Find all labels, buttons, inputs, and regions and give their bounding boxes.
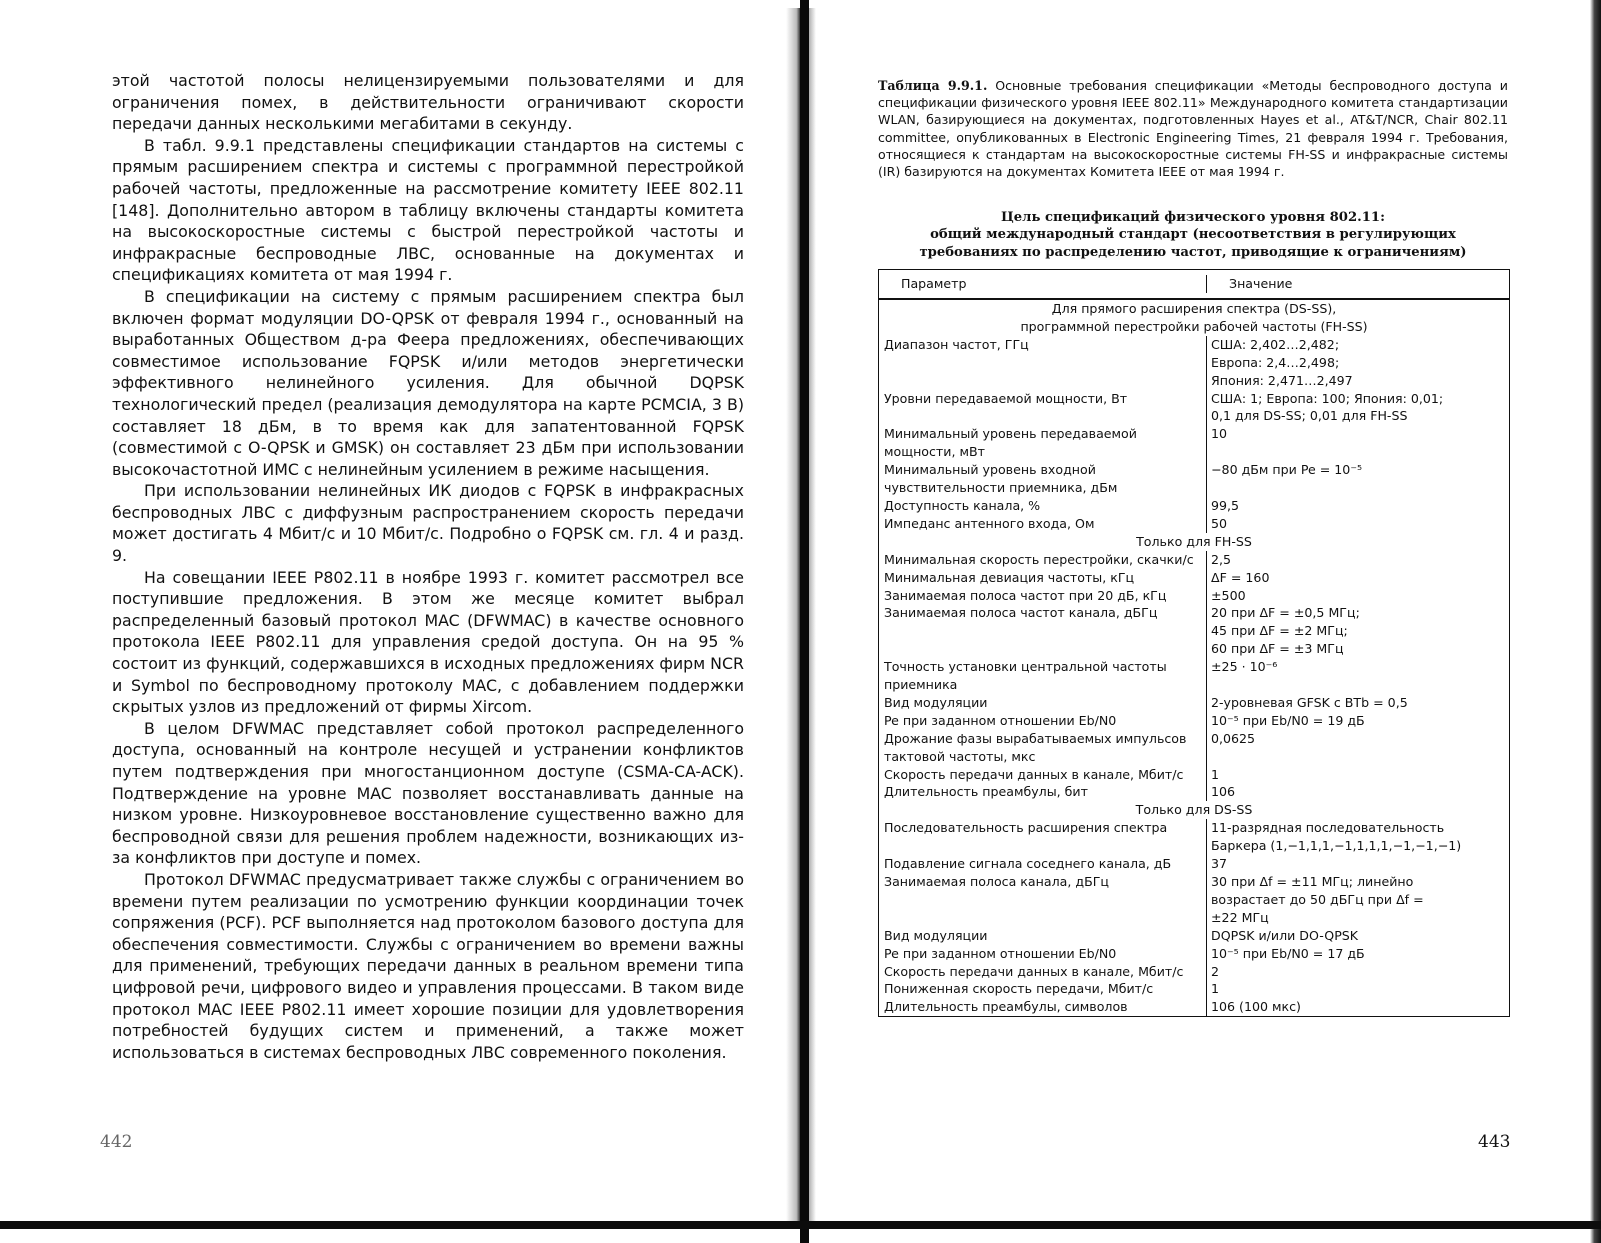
value-cell <box>1207 497 1509 515</box>
section-heading-line: программной перестройки рабочей частоты (FH-SS) <box>1020 318 1368 334</box>
param-cell: Дрожание фазы вырабатываемых импульсов тактовой частоты, мкс <box>879 730 1207 766</box>
paragraph: этой частотой полосы нелицензируемыми пользователями и для ограничения помех, в действительности ограничивают скорости передачи данных несколькими мегабитами в секунду. <box>112 71 744 134</box>
value-line: 2-уровневая GFSK с BTb = 0,5 <box>1211 694 1408 710</box>
value-line: 45 при ΔF = ±2 МГц; <box>1211 623 1348 639</box>
value-line: 10 <box>1211 426 1228 442</box>
paragraph: В спецификации на систему с прямым расширением спектра был включен формат модуляции DO-QPSK от февраля 1994 г., основанный на выработанных Обществом д-ра Феера предложениях, обеспечивающих совместимое использование FQPSK и/или методов энергетически эффективного нелинейного усиления. Для обычной DQPSK технологический предел (реализация демодулятора на карте PCMCIA, 3 В) составляет 18 дБм, в то время как для запатентованной FQPSK (совместимой с O-QPSK и GMSK) он составляет 23 дБм при использовании высокочастотной ИМС с нелинейным усилением в режиме насыщения. <box>112 286 744 479</box>
value-line: 106 <box>1211 784 1236 800</box>
value-cell <box>1207 998 1509 1016</box>
paragraph: На совещании IEEE P802.11 в ноябре 1993 г. комитет рассмотрел все поступившие предложения. В этом же месяце комитет выбрал распределенный базовый протокол MAC (DFWMAC) в качестве основного протокола IEEE P802.11 для управления средой доступа. Он на 95 % состоит из функций, содержавшихся в исходных предложениях фирм NCR и Symbol по беспроводному протоколу MAC, с добавлением поддержки скрытых узлов из предложений от фирмы Xircom. <box>112 567 744 717</box>
param-cell: Скорость передачи данных в канале, Мбит/с <box>879 766 1207 784</box>
value-cell <box>1207 694 1509 712</box>
page-number-right: 443 <box>1478 1132 1511 1152</box>
table-body <box>879 300 1509 1016</box>
param-cell: Минимальный уровень входной чувствительности приемника, дБм <box>879 461 1207 497</box>
value-cell <box>1207 945 1509 963</box>
value-line: США: 2,402…2,482; <box>1211 336 1340 352</box>
value-cell <box>1207 712 1509 730</box>
value-line: 2 <box>1211 963 1220 979</box>
table-row <box>879 587 1509 605</box>
table-row <box>879 963 1509 981</box>
value-cell <box>1207 461 1509 497</box>
table-caption-head: Таблица 9.9.1. <box>878 78 988 93</box>
table-row <box>879 569 1509 587</box>
value-cell <box>1207 336 1509 390</box>
value-cell <box>1207 658 1509 694</box>
param-cell: Занимаемая полоса частот при 20 дБ, кГц <box>879 587 1207 605</box>
param-cell: Диапазон частот, ГГц <box>879 336 1207 390</box>
value-line: 1 <box>1211 766 1220 782</box>
table-row <box>879 551 1509 569</box>
param-cell: Доступность канала, % <box>879 497 1207 515</box>
table-row <box>879 604 1509 658</box>
table-title-line: общий международный стандарт (несоответствия в регулирующих <box>930 227 1456 243</box>
value-line: 0,0625 <box>1211 730 1256 746</box>
value-line: ±22 МГц <box>1211 909 1269 925</box>
param-cell: Скорость передачи данных в канале, Мбит/с <box>879 963 1207 981</box>
param-cell: Pe при заданном отношении Eb/N0 <box>879 712 1207 730</box>
table-row <box>879 855 1509 873</box>
param-cell: Минимальный уровень передаваемой мощности, мВт <box>879 425 1207 461</box>
value-line: 99,5 <box>1211 497 1240 513</box>
table-row <box>879 766 1509 784</box>
value-cell <box>1207 783 1509 801</box>
value-line: ±500 <box>1211 587 1246 603</box>
table-row <box>879 927 1509 945</box>
table-row <box>879 998 1509 1016</box>
param-cell: Длительность преамбулы, бит <box>879 783 1207 801</box>
table-title-line: Цель спецификаций физического уровня 802.11: <box>1001 210 1385 225</box>
value-cell <box>1207 855 1509 873</box>
param-cell: Занимаемая полоса канала, дБГц <box>879 873 1207 927</box>
param-cell: Последовательность расширения спектра <box>879 819 1207 855</box>
left-page-body <box>112 70 744 1063</box>
param-cell: Уровни передаваемой мощности, Вт <box>879 390 1207 426</box>
value-line: ΔF = 160 <box>1211 569 1270 585</box>
table-row <box>879 980 1509 998</box>
paragraph: В целом DFWMAC представляет собой протокол распределенного доступа, основанный на контроле несущей и устранении конфликтов путем подтверждения при многостанционном доступе (CSMA-CA-ACK). Подтверждение на уровне MAC позволяет восстанавливать данные на низком уровне. Низкоуровневое восстановление существенно важно для беспроводной связи для решения проблем надежности, возникающих из-за конфликтов при доступе и помех. <box>112 718 744 868</box>
table-caption-body: Основные требования спецификации «Методы беспроводного доступа и спецификации физического уровня IEEE 802.11» Международного комитета стандартизации WLAN, базирующиеся на документах, подготовленных Hayes et al., AT&T/NCR, Chair 802.11 committee, опубликованных в Electronic Engineering Times, 21 февраля 1994 г. Требования, относящиеся к стандартам на высокоскоростные системы FH-SS и инфракрасные системы (IR) базируются на документах Комитета IEEE от мая 1994 г. <box>878 78 1508 180</box>
table-title <box>878 209 1508 261</box>
value-cell <box>1207 515 1509 533</box>
paragraph: При использовании нелинейных ИК диодов с FQPSK в инфракрасных беспроводных ЛВС с диффузным распространением скорость передачи может достигать 4 Мбит/с и 10 Мбит/с. Подробно о FQPSK см. гл. 4 и разд. 9. <box>112 481 744 566</box>
value-cell <box>1207 927 1509 945</box>
value-line: Баркера (1,−1,1,1,−1,1,1,1,−1,−1,−1) <box>1211 838 1462 854</box>
value-cell <box>1207 390 1509 426</box>
table-caption <box>878 77 1508 180</box>
value-line: 1 <box>1211 981 1220 997</box>
value-cell <box>1207 551 1509 569</box>
value-line: 106 (100 мкс) <box>1211 999 1301 1015</box>
table-row <box>879 694 1509 712</box>
left-page <box>0 0 800 1243</box>
section-heading-line: Только для DS-SS <box>1135 802 1253 818</box>
param-cell: Точность установки центральной частоты приемника <box>879 658 1207 694</box>
value-cell <box>1207 980 1509 998</box>
value-cell <box>1207 569 1509 587</box>
param-cell: Pe при заданном отношении Eb/N0 <box>879 945 1207 963</box>
column-header-value: Значение <box>1229 276 1293 292</box>
column-header-param: Параметр <box>879 275 1207 293</box>
value-line: 10⁻⁵ при Eb/N0 = 17 дБ <box>1211 945 1365 961</box>
table-row <box>879 819 1509 855</box>
table-row <box>879 945 1509 963</box>
value-line: 50 <box>1211 515 1228 531</box>
param-cell: Вид модуляции <box>879 927 1207 945</box>
value-cell <box>1207 587 1509 605</box>
param-cell: Пониженная скорость передачи, Мбит/с <box>879 980 1207 998</box>
value-cell <box>1207 873 1509 927</box>
param-cell: Вид модуляции <box>879 694 1207 712</box>
paragraph: Протокол DFWMAC предусматривает также службы с ограничением во времени путем реализации по усмотрению функции координации точек сопряжения (PCF). PCF выполняется над протоколом базового доступа для обеспечения совместимости. Службы с ограничением во времени важны для применений, требующих передачи данных в реальном времени типа цифровой речи, цифрового видео и управления процессами. В таком виде протокол MAC IEEE P802.11 имеет хорошие позиции для удовлетворения потребностей будущих систем и применений, а также может использоваться в системах беспроводных ЛВС современного поколения. <box>112 869 744 1062</box>
table-row <box>879 658 1509 694</box>
value-line: 20 при ΔF = ±0,5 МГц; <box>1211 605 1360 621</box>
param-cell: Занимаемая полоса частот канала, дБГц <box>879 604 1207 658</box>
paragraph: В табл. 9.9.1 представлены спецификации стандартов на системы с прямым расширением спектра и системы с программной перестройкой рабочей частоты, предложенные на рассмотрение комитету IEEE 802.11 [148]. Дополнительно автором в таблицу включены стандарты комитета на высокоскоростные системы с быстрой перестройкой частоты и инфракрасные беспроводные ЛВС, основанные на документах и спецификациях комитета от мая 1994 г. <box>112 135 744 285</box>
param-cell: Подавление сигнала соседнего канала, дБ <box>879 855 1207 873</box>
table-row <box>879 390 1509 426</box>
table-row <box>879 497 1509 515</box>
table-section-heading <box>879 533 1509 551</box>
value-line: Европа: 2,4…2,498; <box>1211 354 1340 370</box>
table-row <box>879 515 1509 533</box>
param-cell: Импеданс антенного входа, Ом <box>879 515 1207 533</box>
value-line: 0,1 для DS-SS; 0,01 для FH-SS <box>1211 408 1408 424</box>
value-cell <box>1207 963 1509 981</box>
value-cell <box>1207 425 1509 461</box>
table-row <box>879 873 1509 927</box>
spec-table <box>878 269 1510 1017</box>
table-row <box>879 712 1509 730</box>
value-cell <box>1207 819 1509 855</box>
section-heading-line: Для прямого расширения спектра (DS-SS), <box>1051 301 1337 316</box>
value-line: ±25 · 10⁻⁶ <box>1211 659 1278 675</box>
table-header-row <box>879 270 1509 300</box>
value-line: 30 при Δf = ±11 МГц; линейно <box>1211 874 1414 889</box>
table-title-line: требованиях по распределению частот, приводящие к ограничениям) <box>919 244 1467 260</box>
value-line: 11-разрядная последовательность <box>1211 820 1445 836</box>
table-row <box>879 730 1509 766</box>
value-line: 10⁻⁵ при Eb/N0 = 19 дБ <box>1211 712 1365 728</box>
table-section-heading <box>879 801 1509 819</box>
value-line: 60 при ΔF = ±3 МГц <box>1211 641 1344 657</box>
value-line: −80 дБм при Pe = 10⁻⁵ <box>1211 462 1363 478</box>
section-heading-line: Только для FH-SS <box>1136 533 1252 549</box>
value-line: возрастает до 50 дБГц при Δf = <box>1211 891 1424 907</box>
value-line: Япония: 2,471…2,497 <box>1211 372 1353 388</box>
table-row <box>879 461 1509 497</box>
value-line: 37 <box>1211 856 1228 872</box>
table-section-heading <box>879 300 1509 336</box>
param-cell: Минимальная девиация частоты, кГц <box>879 569 1207 587</box>
value-line: 2,5 <box>1211 551 1232 567</box>
param-cell: Минимальная скорость перестройки, скачки/с <box>879 551 1207 569</box>
value-cell <box>1207 730 1509 766</box>
value-line: DQPSK и/или DO-QPSK <box>1211 927 1359 943</box>
value-cell <box>1207 766 1509 784</box>
param-cell: Длительность преамбулы, символов <box>879 998 1207 1016</box>
table-row <box>879 336 1509 390</box>
table-row <box>879 425 1509 461</box>
page-number-left: 442 <box>100 1132 133 1152</box>
table-row <box>879 783 1509 801</box>
value-line: США: 1; Европа: 100; Япония: 0,01; <box>1211 390 1444 406</box>
value-cell <box>1207 604 1509 658</box>
